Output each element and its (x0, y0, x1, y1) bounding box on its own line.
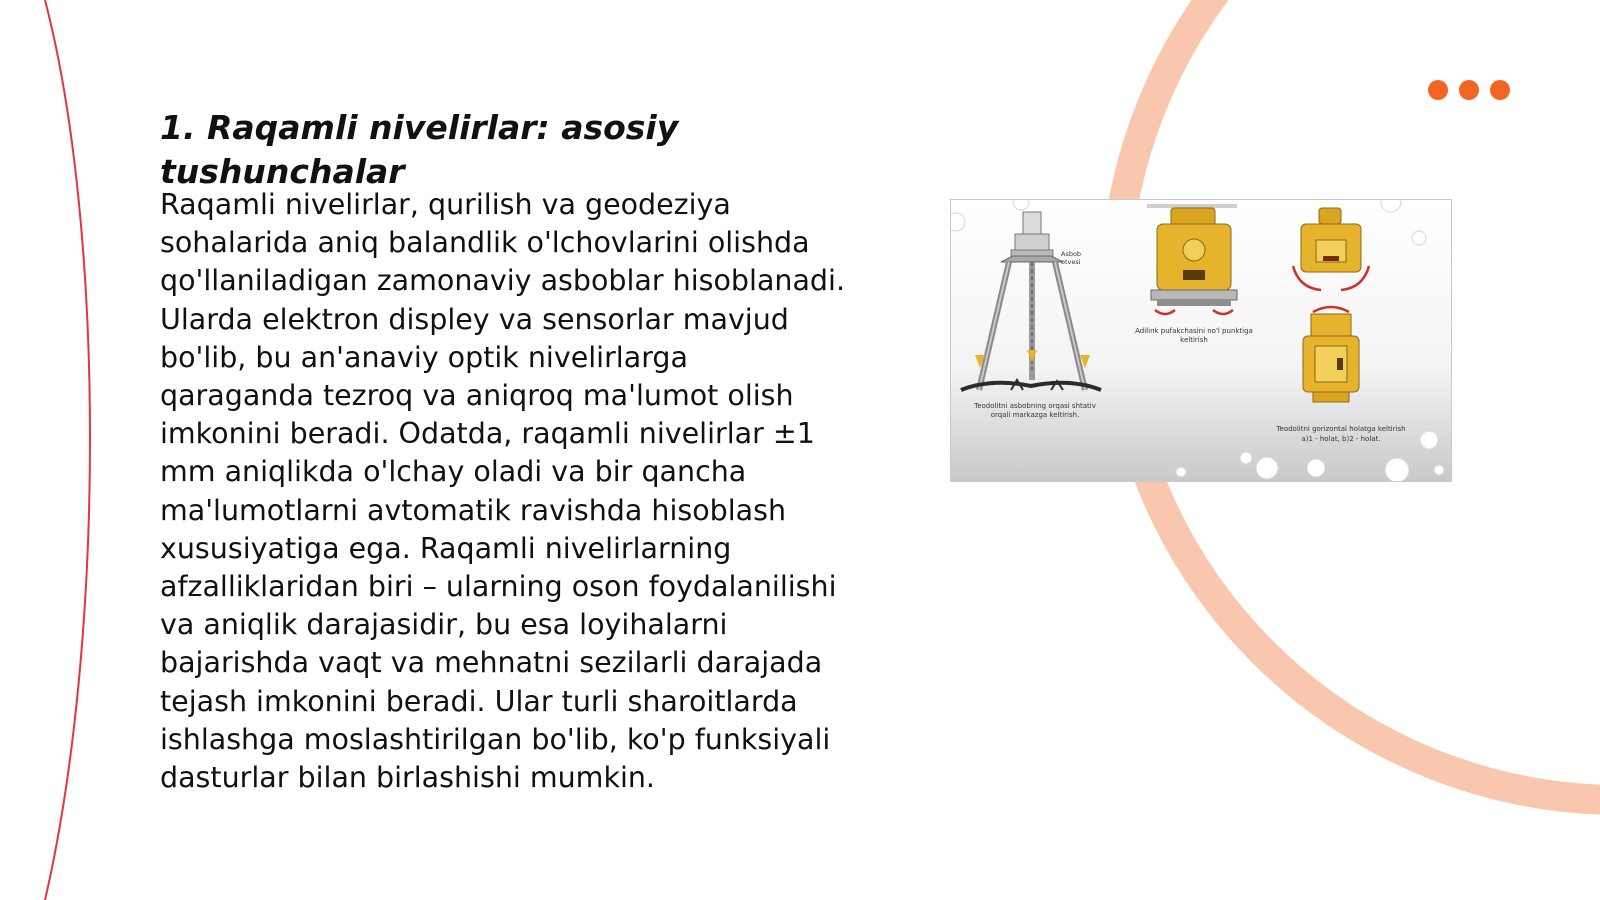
dot-icon (1428, 80, 1448, 100)
caption-1-line-2: orqali markazga keltirish. (990, 411, 1080, 419)
left-curve-line (45, 0, 90, 900)
caption-2-line-2: keltirish (1180, 336, 1208, 344)
caption-3-line-2: a)1 - holat, b)2 - holat. (1301, 435, 1381, 443)
slide-title: 1. Raqamli nivelirlar: asosiy tushunchalar (160, 108, 679, 191)
slide-body-text: Raqamli nivelirlar, qurilish va geodeziya sohalarida aniq balandlik o'lchovlarini olishda qo'llaniladigan zamonaviy asboblar hisoblanadi. Ularda elektron displey va sensorlar mavjud bo'lib, bu an'anaviy optik nivelirlarga qaraganda tezroq va aniqroq ma'lumot olish imkonini beradi. Odatda, raqamli nivelirlar ±1 mm aniqlikda o'lchay oladi va bir qancha ma'lumotlarni avtomatik ravishda hisoblash xususiyatiga ega. Raqamli nivelirlarning afzalliklaridan biri – ularning oson foydalanilishi va aniqlik darajasidir, bu esa loyihalarni bajarishda vaqt va mehnatni sezilarli darajada tejash imkonini beradi. Ular turli sharoitlarda ishlashga moslashtirilgan bo'lib, ko'p funksiyali dasturlar bilan birlashishi mumkin. (160, 188, 846, 795)
caption-1-line-1: Teodolitni asbobning orqasi shtativ (974, 402, 1096, 410)
menu-dots (1428, 80, 1510, 100)
dot-icon (1490, 80, 1510, 100)
label-otvesi: otvesi (1061, 258, 1081, 266)
theodolite-figure (950, 199, 1452, 482)
label-asbob: Asbob (1061, 250, 1082, 258)
caption-3-line-1: Teodolitni gorizontal holatga keltirish (1276, 425, 1406, 433)
caption-2-line-1: Adilink pufakchasini no'l punktiga (1135, 327, 1253, 335)
dot-icon (1459, 80, 1479, 100)
